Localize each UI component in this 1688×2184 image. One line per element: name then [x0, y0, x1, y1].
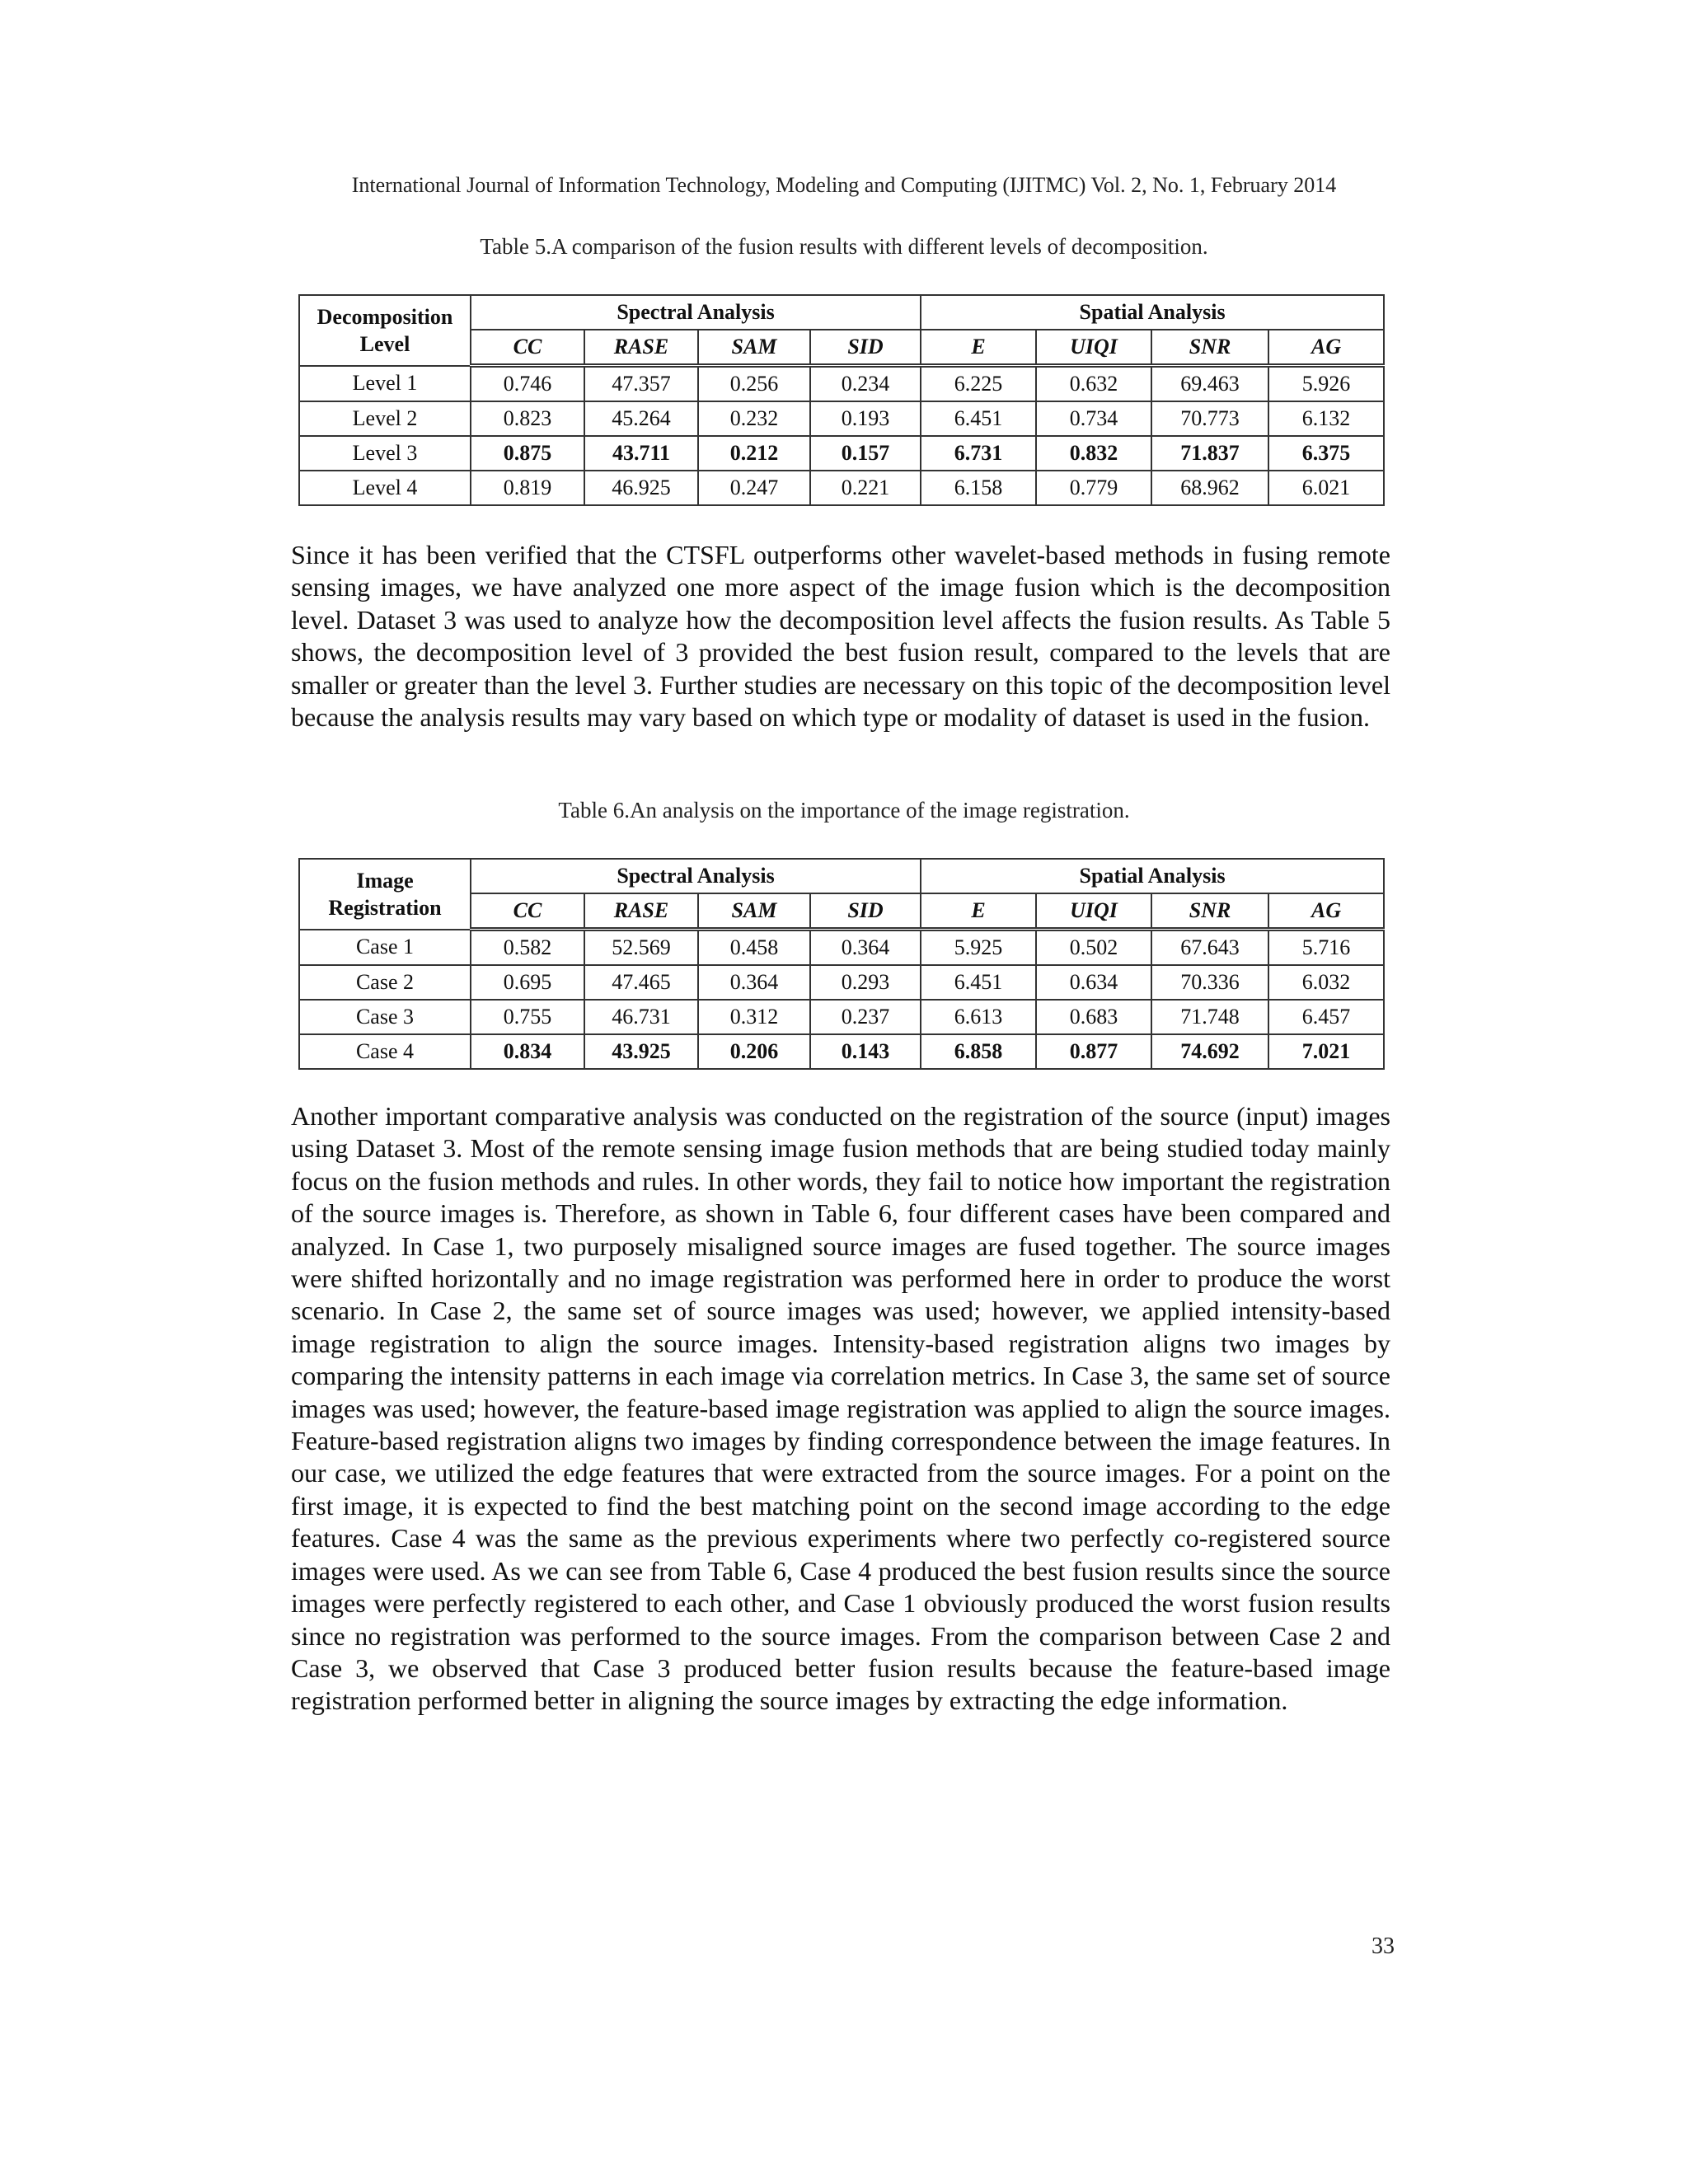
table5-col-header: UIQI — [1036, 330, 1151, 366]
table-cell: 52.569 — [584, 930, 698, 966]
table5-row-header-line1: Decomposition — [316, 304, 453, 329]
table-cell: 47.465 — [584, 965, 698, 1000]
table5-col-header: SID — [810, 330, 921, 366]
table-row — [299, 471, 1384, 505]
table6-body — [299, 930, 1384, 1070]
table-cell: 0.247 — [698, 471, 810, 505]
row-label: Level 4 — [299, 471, 471, 505]
table5-col-header: AG — [1268, 330, 1384, 366]
table-cell: 67.643 — [1151, 930, 1268, 966]
row-label: Case 3 — [299, 1000, 471, 1034]
row-label: Case 1 — [299, 930, 471, 966]
table-cell: 0.832 — [1036, 436, 1151, 471]
table-cell: 68.962 — [1151, 471, 1268, 505]
table-row — [299, 1000, 1384, 1034]
row-label: Level 2 — [299, 401, 471, 436]
paragraph-decomposition: Since it has been verified that the CTSFL outperforms other wavelet-based methods in fusing remote sensing images, we have analyzed one more aspect of the image fusion which is the decomposition level. Dataset 3 was used to analyze how the decomposition level affects the fusion results. As Table 5 shows, the decomposition level of 3 provided the best fusion result, compared to the levels that are smaller or greater than the level 3. Further studies are necessary on this topic of the decomposition level because the analysis results may vary based on which type or modality of dataset is used in the fusion. — [291, 540, 1390, 733]
table5-col-header: CC — [471, 330, 584, 366]
table5-col-header: RASE — [584, 330, 698, 366]
table-cell: 43.711 — [584, 436, 698, 471]
table-cell: 0.293 — [810, 965, 921, 1000]
table-cell: 6.858 — [921, 1034, 1036, 1069]
table-cell: 70.773 — [1151, 401, 1268, 436]
paragraph-registration: Another important comparative analysis was conducted on the registration of the source (input) images using Dataset 3. Most of the remote sensing image fusion methods that are being studied today mainly focus on the fusion methods and rules. In other words, they fail to notice how important the registration of the source images is. Therefore, as shown in Table 6, four different cases have been compared and analyzed. In Case 1, two purposely misaligned source images are fused together. The source images were shifted horizontally and no image registration was performed here in order to produce the worst scenario. In Case 2, the same set of source images was used; however, we applied intensity-based image registration to align the source images. Intensity-based registration aligns two images by comparing the intensity patterns in each image via correlation metrics. In Case 3, the same set of source images was used; however, the feature-based image registration was applied to align the source images. Feature-based registration aligns two images by finding correspondence between the image features. In our case, we utilized the edge features that were extracted from the source images. For a point on the first image, it is expected to find the best matching point on the second image according to the edge features. Case 4 was the same as the previous experiments where two perfectly co-registered source images were used. As we can see from Table 6, Case 4 produced the best fusion results since the source images were perfectly registered to each other, and Case 1 obviously produced the worst fusion results since no registration was performed to the source images. From the comparison between Case 2 and Case 3, we observed that Case 3 produced better fusion results because the feature-based image registration performed better in aligning the source images by extracting the edge information. — [291, 1101, 1390, 1716]
table-cell: 0.157 — [810, 436, 921, 471]
table6-col-header: CC — [471, 893, 584, 930]
table-cell: 6.457 — [1268, 1000, 1384, 1034]
table6-col-header: SID — [810, 893, 921, 930]
table-cell: 0.734 — [1036, 401, 1151, 436]
table-cell: 0.206 — [698, 1034, 810, 1069]
table-row — [299, 965, 1384, 1000]
table-cell: 46.731 — [584, 1000, 698, 1034]
table-row — [299, 401, 1384, 436]
table6-header-row-1 — [299, 859, 1384, 893]
table-cell: 0.875 — [471, 436, 584, 471]
table-cell: 0.819 — [471, 471, 584, 505]
table-cell: 70.336 — [1151, 965, 1268, 1000]
table5-row-header-line2: Level — [359, 331, 410, 356]
table6-col-header: E — [921, 893, 1036, 930]
table-cell: 0.582 — [471, 930, 584, 966]
table-cell: 0.632 — [1036, 366, 1151, 402]
table-cell: 6.375 — [1268, 436, 1384, 471]
table-cell: 5.925 — [921, 930, 1036, 966]
table-cell: 7.021 — [1268, 1034, 1384, 1069]
table-cell: 74.692 — [1151, 1034, 1268, 1069]
table-cell: 0.193 — [810, 401, 921, 436]
table-cell: 0.834 — [471, 1034, 584, 1069]
table-cell: 0.312 — [698, 1000, 810, 1034]
table6-group-spectral: Spectral Analysis — [471, 859, 921, 893]
table-cell: 0.232 — [698, 401, 810, 436]
table-row — [299, 930, 1384, 966]
table-cell: 0.237 — [810, 1000, 921, 1034]
table6-row-header — [299, 859, 471, 930]
table-cell: 6.731 — [921, 436, 1036, 471]
table-cell: 6.451 — [921, 401, 1036, 436]
table6-col-header: SAM — [698, 893, 810, 930]
table-cell: 6.032 — [1268, 965, 1384, 1000]
table-cell: 0.364 — [698, 965, 810, 1000]
table-cell: 0.877 — [1036, 1034, 1151, 1069]
table-cell: 0.143 — [810, 1034, 921, 1069]
table-cell: 0.458 — [698, 930, 810, 966]
row-label: Level 3 — [299, 436, 471, 471]
table6-col-header: UIQI — [1036, 893, 1151, 930]
table5-group-spatial: Spatial Analysis — [921, 295, 1384, 330]
table-cell: 5.926 — [1268, 366, 1384, 402]
row-label: Case 2 — [299, 965, 471, 1000]
table-cell: 6.021 — [1268, 471, 1384, 505]
table5-body — [299, 366, 1384, 506]
table-row — [299, 436, 1384, 471]
table-cell: 47.357 — [584, 366, 698, 402]
row-label: Level 1 — [299, 366, 471, 402]
table5-caption: Table 5.A comparison of the fusion results with different levels of decomposition. — [480, 234, 1208, 259]
table-cell: 0.234 — [810, 366, 921, 402]
table5-header-row-1 — [299, 295, 1384, 330]
table6-col-header: AG — [1268, 893, 1384, 930]
table-cell: 0.746 — [471, 366, 584, 402]
table-cell: 0.212 — [698, 436, 810, 471]
table-cell: 6.132 — [1268, 401, 1384, 436]
table5-row-header — [299, 295, 471, 366]
table-cell: 46.925 — [584, 471, 698, 505]
table-cell: 0.256 — [698, 366, 810, 402]
table6 — [298, 858, 1385, 1070]
table-cell: 0.695 — [471, 965, 584, 1000]
table-cell: 5.716 — [1268, 930, 1384, 966]
table6-row-header-line2: Registration — [328, 895, 442, 920]
table5-col-header: SAM — [698, 330, 810, 366]
table6-col-header: RASE — [584, 893, 698, 930]
table-cell: 71.837 — [1151, 436, 1268, 471]
table-cell: 0.755 — [471, 1000, 584, 1034]
table-cell: 6.451 — [921, 965, 1036, 1000]
table-cell: 45.264 — [584, 401, 698, 436]
table5 — [298, 294, 1385, 506]
table-row — [299, 1034, 1384, 1069]
table-cell: 0.221 — [810, 471, 921, 505]
table-cell: 0.683 — [1036, 1000, 1151, 1034]
table6-caption: Table 6.An analysis on the importance of the image registration. — [558, 798, 1130, 823]
table-cell: 0.634 — [1036, 965, 1151, 1000]
table-cell: 0.823 — [471, 401, 584, 436]
table6-row-header-line1: Image — [356, 868, 414, 893]
page-number: 33 — [1372, 1933, 1395, 1959]
table-cell: 0.364 — [810, 930, 921, 966]
table-cell: 6.613 — [921, 1000, 1036, 1034]
table5-group-spectral: Spectral Analysis — [471, 295, 921, 330]
table-row — [299, 366, 1384, 402]
table5-col-header: E — [921, 330, 1036, 366]
row-label: Case 4 — [299, 1034, 471, 1069]
table-cell: 71.748 — [1151, 1000, 1268, 1034]
table6-group-spatial: Spatial Analysis — [921, 859, 1384, 893]
table-cell: 0.779 — [1036, 471, 1151, 505]
table-cell: 43.925 — [584, 1034, 698, 1069]
table5-col-header: SNR — [1151, 330, 1268, 366]
table-cell: 6.158 — [921, 471, 1036, 505]
table-cell: 6.225 — [921, 366, 1036, 402]
journal-header: International Journal of Information Technology, Modeling and Computing (IJITMC) Vol. 2, No. 1, February 2014 — [351, 173, 1337, 197]
table-cell: 69.463 — [1151, 366, 1268, 402]
table6-col-header: SNR — [1151, 893, 1268, 930]
table-cell: 0.502 — [1036, 930, 1151, 966]
